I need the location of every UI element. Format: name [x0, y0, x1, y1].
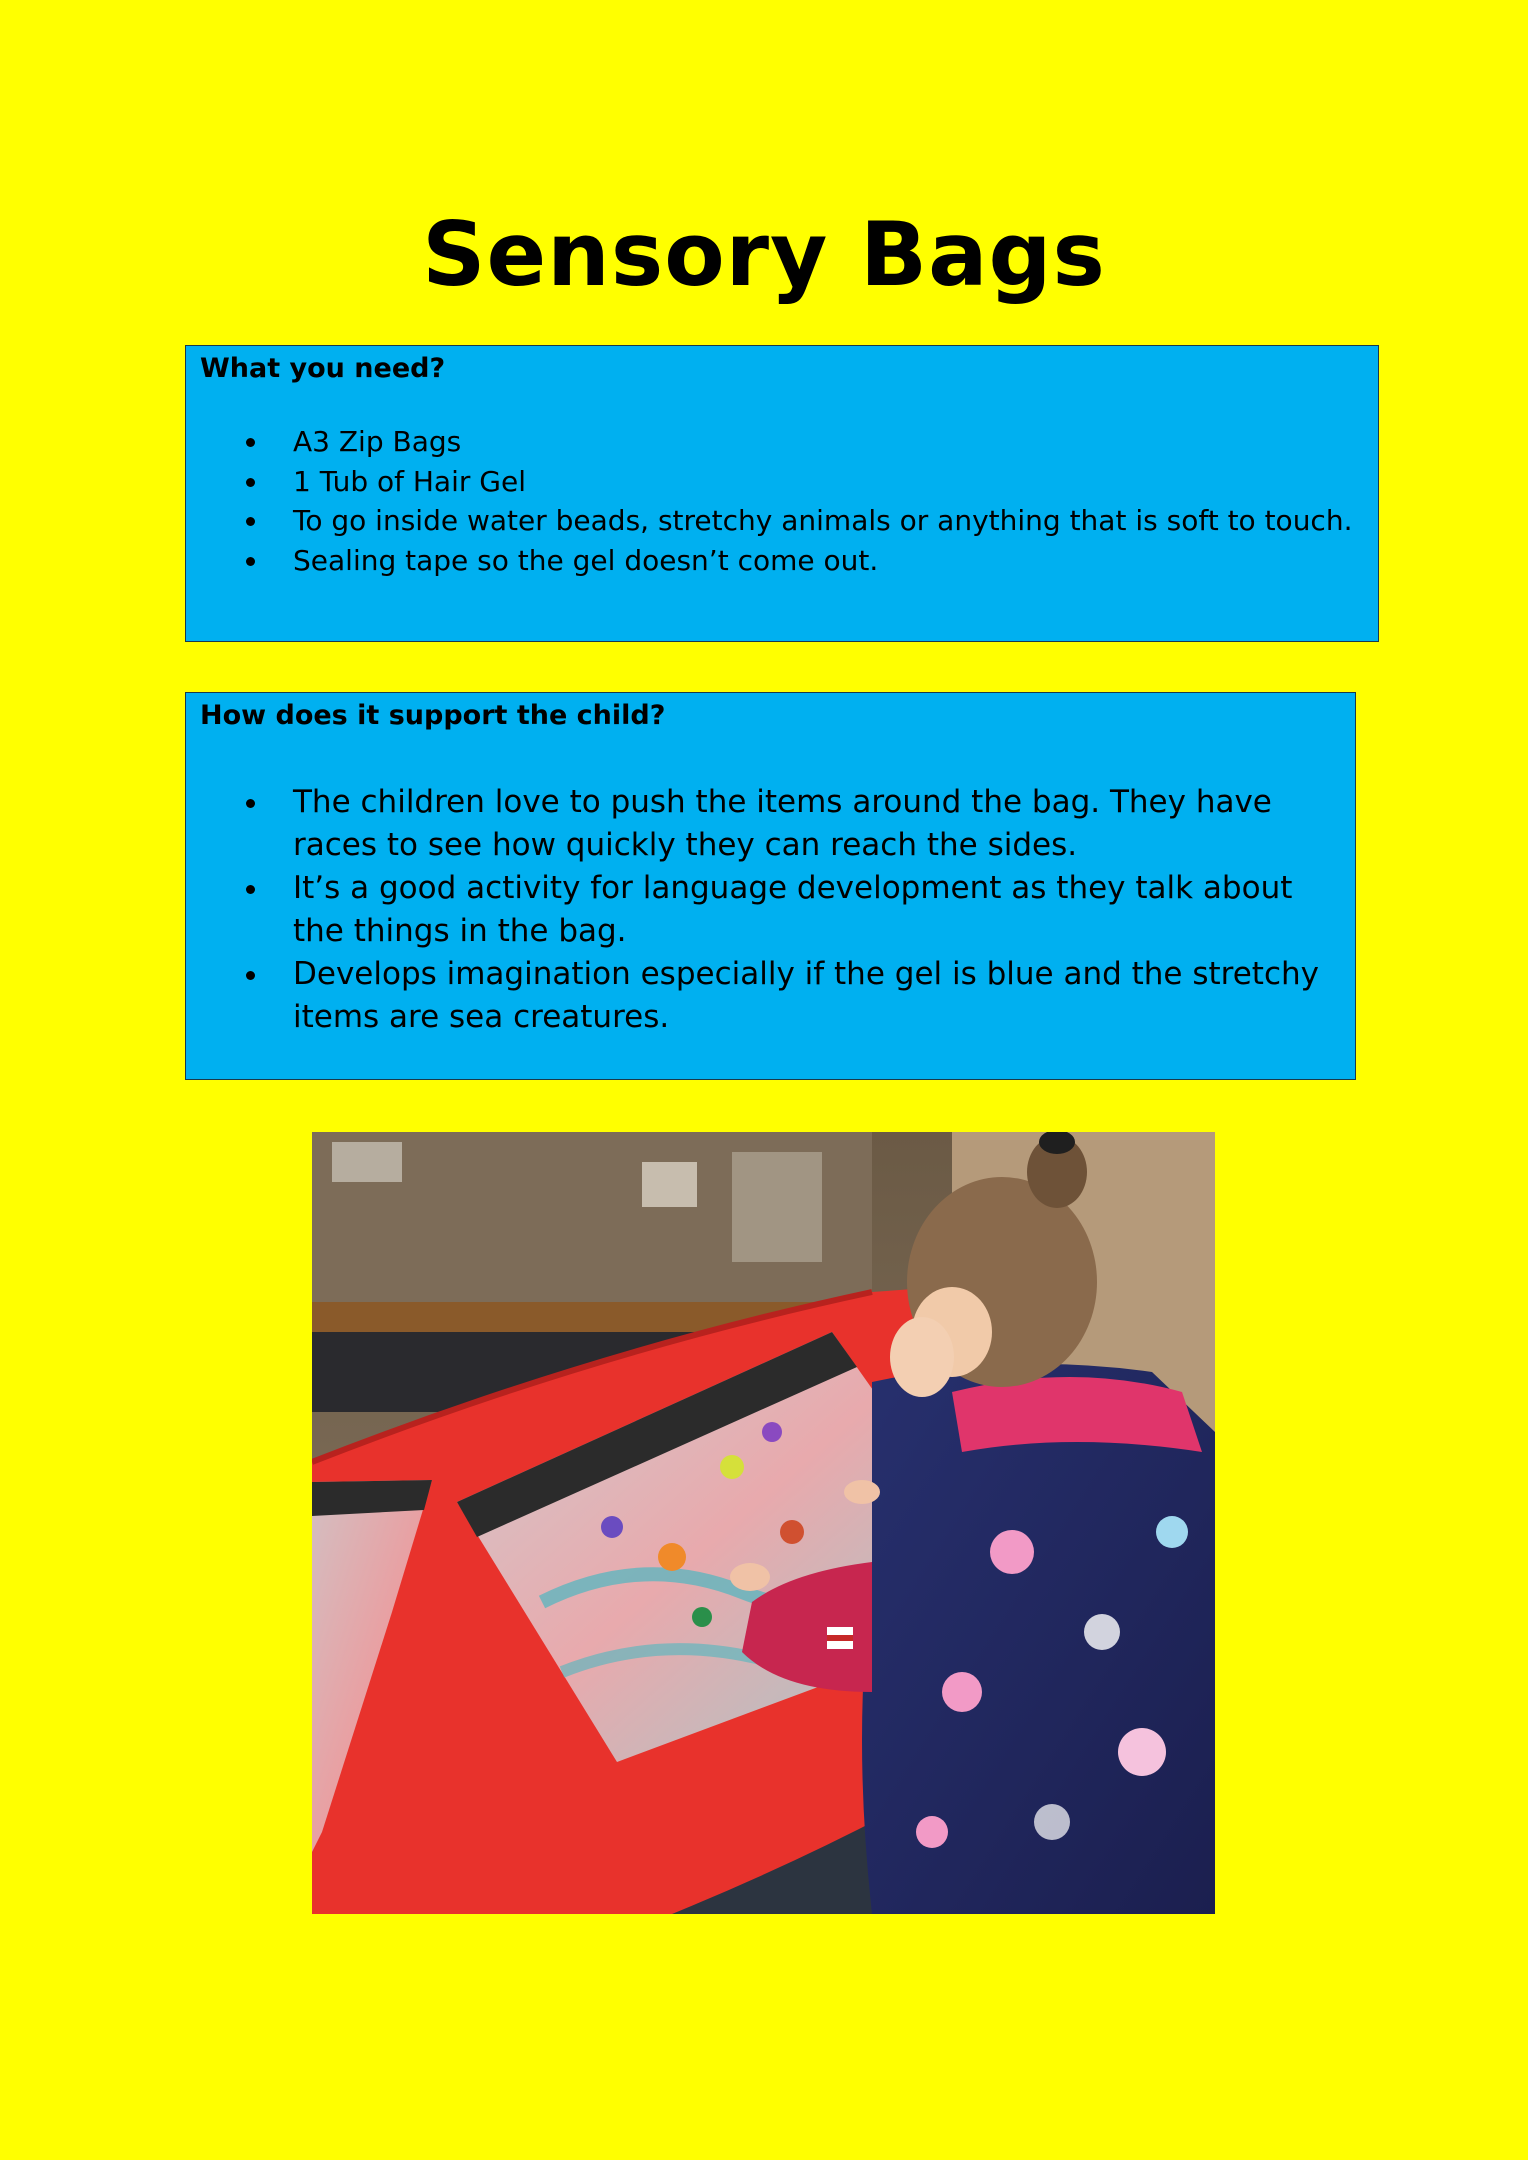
how-it-supports-list: [186, 781, 1355, 1039]
what-you-need-heading: What you need?: [200, 353, 446, 384]
page-title: Sensory Bags: [422, 203, 1106, 306]
list-item: It’s a good activity for language development as they talk about the things in the bag.: [186, 867, 1355, 953]
list-item: Develops imagination especially if the gel is blue and the stretchy items are sea creatures.: [186, 953, 1355, 1039]
bullet-icon: [246, 517, 255, 526]
list-item: To go inside water beads, stretchy animals or anything that is soft to touch.: [186, 501, 1372, 541]
child-playing-with-sensory-bag-photo: [312, 1132, 1215, 1914]
bullet-icon: [246, 557, 255, 566]
what-you-need-box: [185, 345, 1379, 642]
list-item: 1 Tub of Hair Gel: [186, 462, 1372, 502]
bullet-icon: [246, 478, 255, 487]
bullet-icon: [246, 438, 255, 447]
what-you-need-list: [186, 422, 1372, 580]
bullet-icon: [246, 971, 255, 980]
how-it-supports-heading: How does it support the child?: [200, 700, 666, 731]
list-item: Sealing tape so the gel doesn’t come out.: [186, 541, 1372, 581]
bullet-icon: [246, 799, 255, 808]
how-it-supports-box: [185, 692, 1356, 1080]
bullet-icon: [246, 885, 255, 894]
list-item: The children love to push the items around the bag. They have races to see how quickly they can reach the sides.: [186, 781, 1355, 867]
list-item: A3 Zip Bags: [186, 422, 1372, 462]
